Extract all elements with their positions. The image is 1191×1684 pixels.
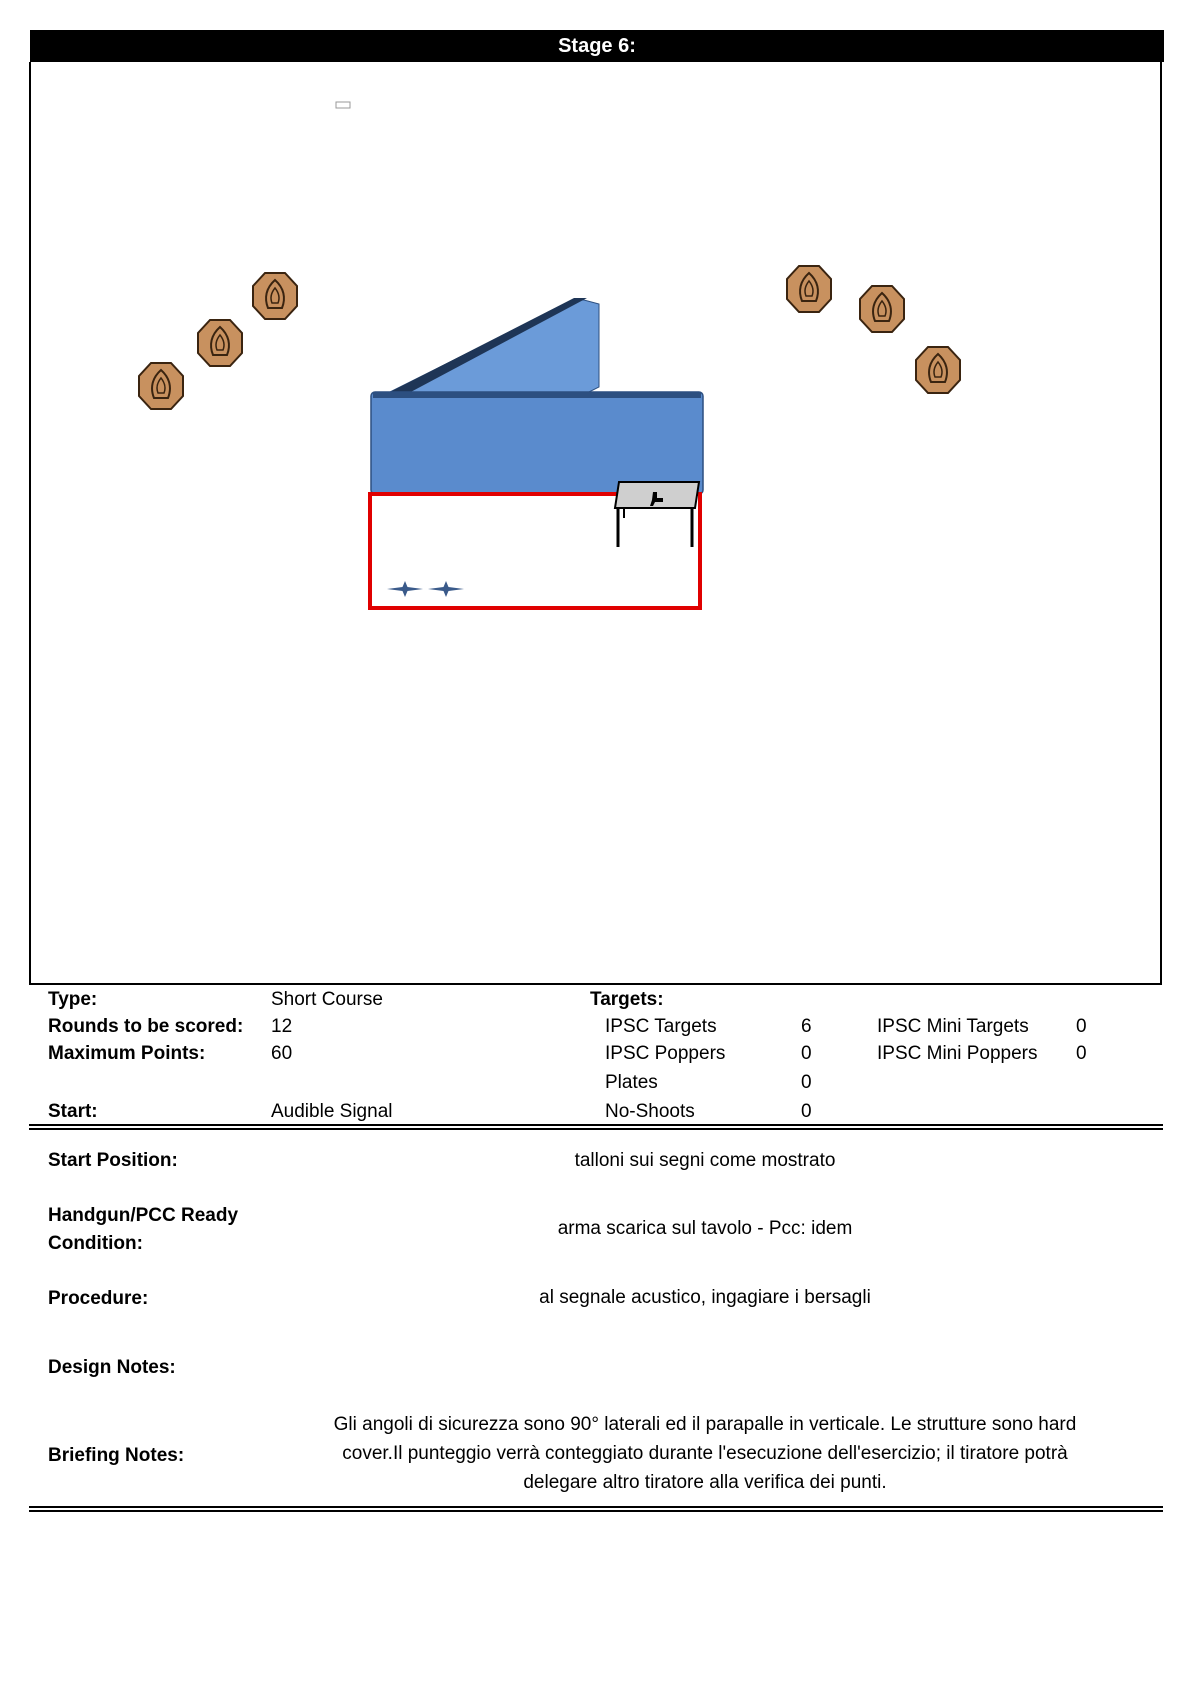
plates-label: Plates	[605, 1072, 658, 1093]
ipsc-poppers-label: IPSC Poppers	[605, 1043, 726, 1064]
briefing-notes-line2: cover.Il punteggio verrà conteggiato durante l'esecuzione dell'esercizio; il tiratore potrà	[342, 1443, 1068, 1464]
mini-poppers-value: 0	[1076, 1043, 1087, 1064]
points-label: Maximum Points:	[48, 1043, 206, 1064]
ipsc-poppers-value: 0	[801, 1043, 812, 1064]
briefing-notes-label: Briefing Notes:	[48, 1445, 185, 1466]
front-wall	[371, 392, 703, 494]
ready-condition-value: arma scarica sul tavolo - Pcc: idem	[557, 1218, 853, 1239]
section-divider	[29, 1124, 1163, 1130]
briefing-notes-line3: delegare altro tiratore alla verifica dei punti.	[523, 1472, 887, 1493]
start-mark	[387, 581, 423, 597]
targets-heading: Targets:	[590, 989, 664, 1010]
scale-marker	[336, 102, 350, 108]
diagonal-wall	[386, 298, 599, 394]
mini-targets-value: 0	[1076, 1016, 1087, 1037]
procedure-value: al segnale acustico, ingagiare i bersagli	[539, 1287, 871, 1308]
no-shoots-value: 0	[801, 1101, 812, 1122]
ipsc-target	[860, 286, 904, 332]
bottom-divider	[29, 1506, 1163, 1512]
ipsc-target	[916, 347, 960, 393]
design-notes-label: Design Notes:	[48, 1357, 176, 1378]
no-shoots-label: No-Shoots	[605, 1101, 695, 1122]
start-position-value: talloni sui segni come mostrato	[574, 1150, 836, 1171]
ready-condition-label-line2: Condition:	[48, 1233, 143, 1254]
start-label: Start:	[48, 1101, 98, 1122]
shooting-area	[370, 494, 700, 608]
procedure-label: Procedure:	[48, 1288, 149, 1309]
ipsc-target	[787, 266, 831, 312]
ipsc-target	[139, 363, 183, 409]
start-mark	[428, 581, 464, 597]
rounds-value: 12	[271, 1016, 293, 1037]
start-value: Audible Signal	[271, 1101, 393, 1122]
stage-diagram	[29, 62, 1162, 985]
table	[615, 482, 699, 547]
stage-title: Stage 6:	[30, 30, 1164, 62]
mini-poppers-label: IPSC Mini Poppers	[877, 1043, 1038, 1064]
ipsc-target	[253, 273, 297, 319]
stage-diagram-svg	[31, 62, 1160, 983]
mini-targets-label: IPSC Mini Targets	[877, 1016, 1029, 1037]
type-label: Type:	[48, 989, 98, 1010]
ipsc-targets-label: IPSC Targets	[605, 1016, 717, 1037]
ready-condition-label-line1: Handgun/PCC Ready	[48, 1205, 239, 1226]
start-position-label: Start Position:	[48, 1150, 178, 1171]
points-value: 60	[271, 1043, 293, 1064]
ipsc-targets-value: 6	[801, 1016, 812, 1037]
briefing-notes-line1: Gli angoli di sicurezza sono 90° laterali ed il parapalle in verticale. Le strutture sono hard	[333, 1414, 1077, 1435]
plates-value: 0	[801, 1072, 812, 1093]
ipsc-target	[198, 320, 242, 366]
type-value: Short Course	[271, 989, 383, 1010]
rounds-label: Rounds to be scored:	[48, 1016, 244, 1037]
